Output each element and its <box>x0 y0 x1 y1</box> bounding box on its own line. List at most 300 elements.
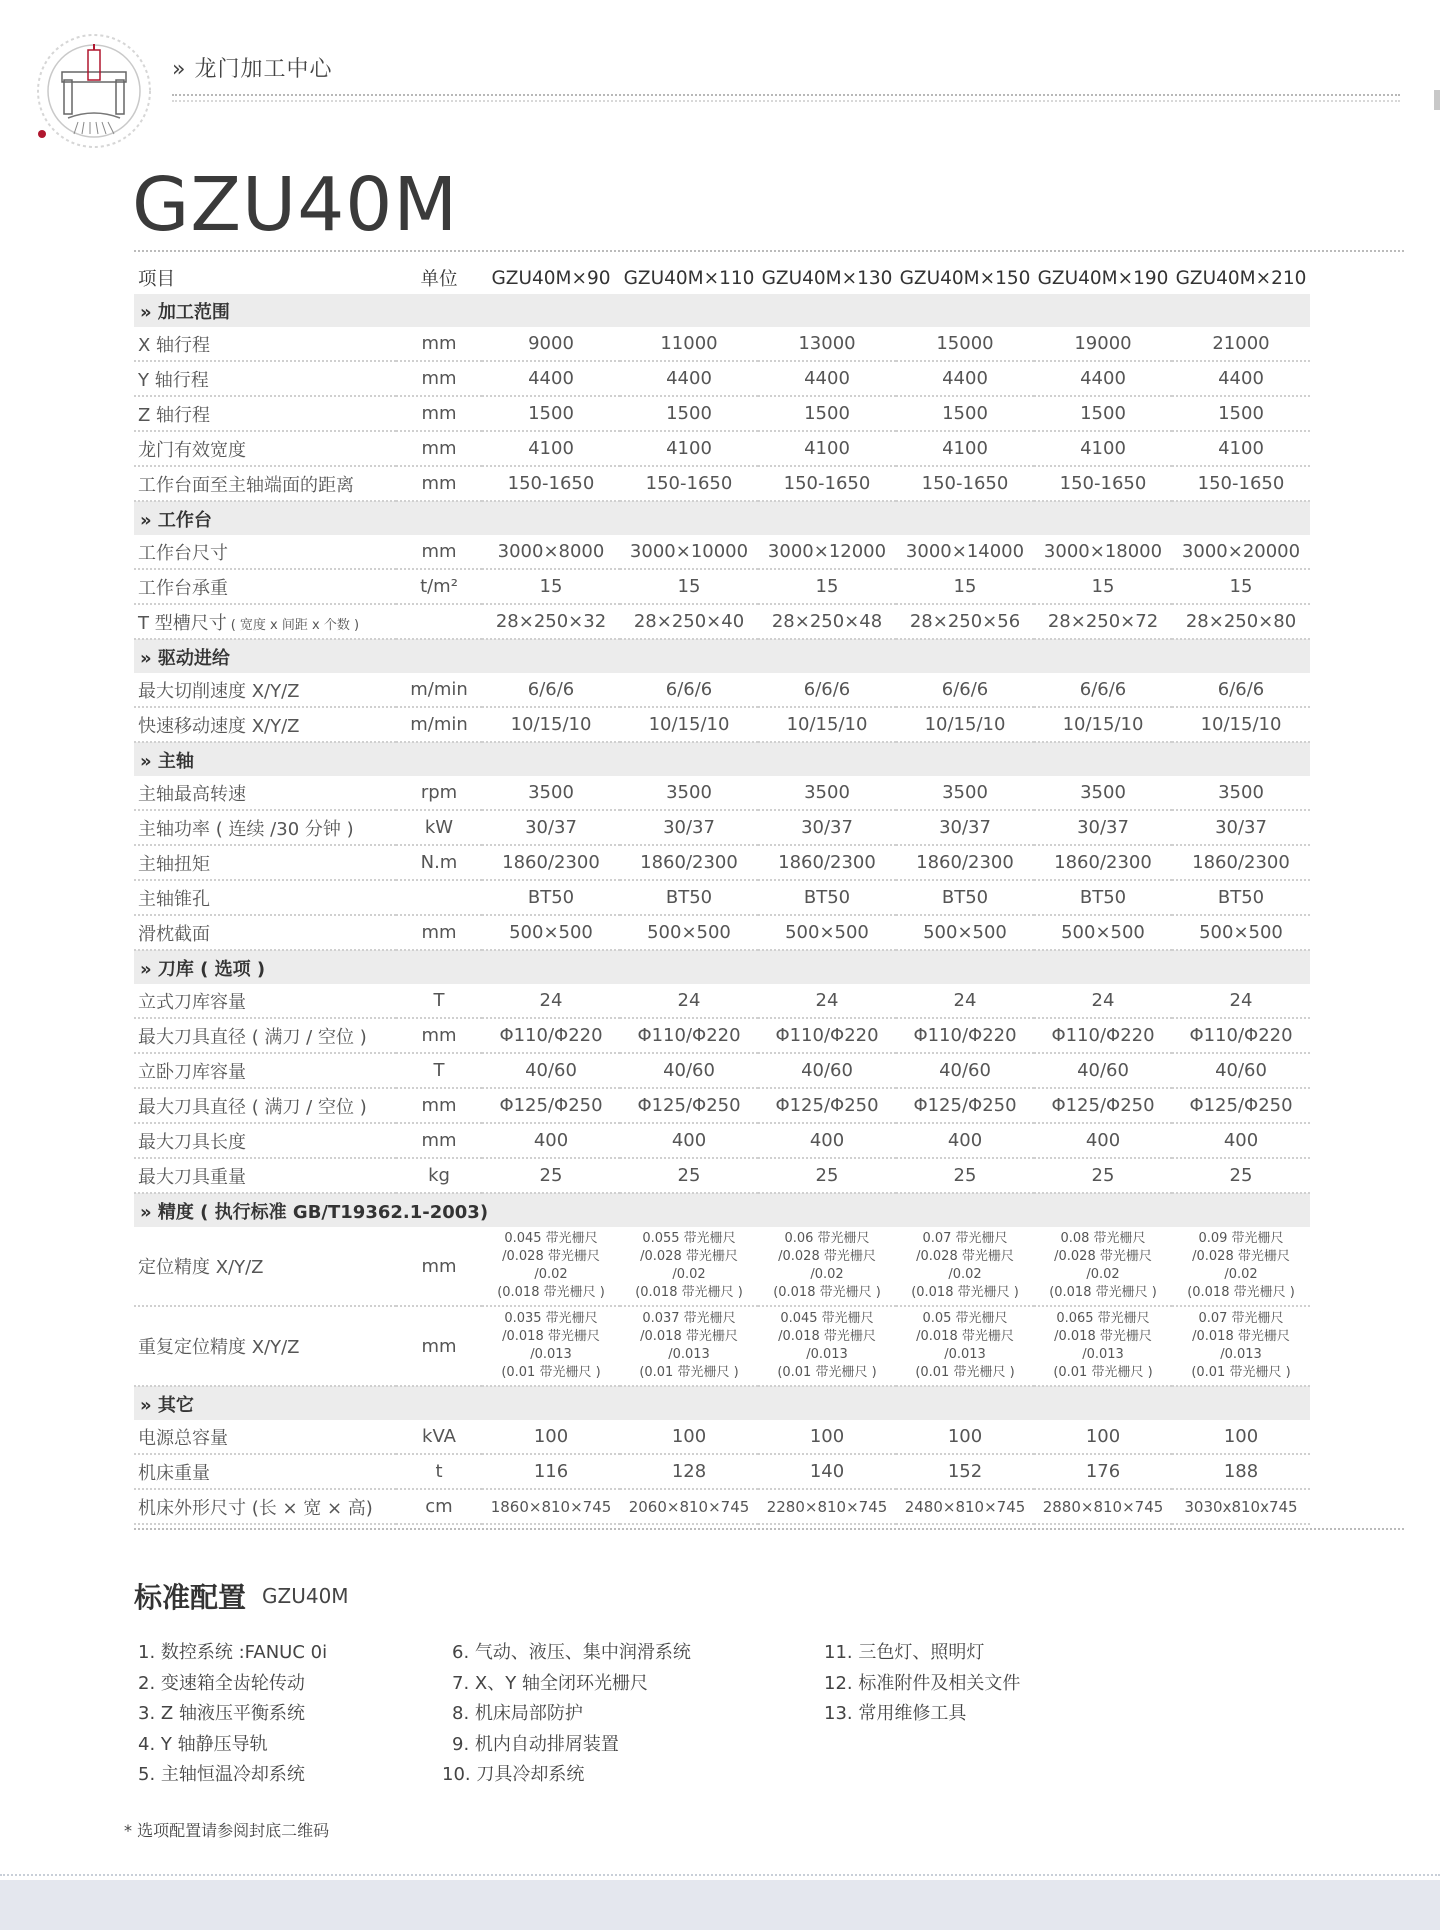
row-value: 116 <box>482 1454 620 1489</box>
row-name-text: 重复定位精度 X/Y/Z <box>138 1337 300 1358</box>
header-item: 项目 <box>138 269 176 290</box>
row-value: 4400 <box>620 361 758 396</box>
row-unit: mm <box>396 396 482 431</box>
row-name <box>134 845 396 880</box>
value-line: /0.018 带光栅尺 <box>916 1329 1014 1344</box>
value-line: (0.018 带光栅尺 ) <box>497 1285 605 1300</box>
row-value: 150-1650 <box>1034 466 1172 501</box>
category-title: » 加工范围 <box>134 294 1310 327</box>
table-row <box>134 1088 1310 1123</box>
table-row <box>134 431 1310 466</box>
row-value: Φ125/Φ250 <box>758 1088 896 1123</box>
row-value: Φ125/Φ250 <box>1172 1088 1310 1123</box>
row-value: 30/37 <box>482 810 620 845</box>
row-value: 188 <box>1172 1454 1310 1489</box>
row-name <box>134 1123 396 1158</box>
row-name-text: Z 轴行程 <box>138 404 211 426</box>
value-line: (0.018 带光栅尺 ) <box>1187 1285 1295 1300</box>
row-name-text: 电源总容量 <box>138 1427 228 1449</box>
row-value: 150-1650 <box>758 466 896 501</box>
row-name <box>134 1158 396 1193</box>
row-unit: mm <box>396 1306 482 1386</box>
row-name <box>134 1420 396 1454</box>
standard-config-column <box>824 1638 1020 1730</box>
row-value: 28×250×32 <box>482 604 620 639</box>
row-name-text: 工作台面至主轴端面的距离 <box>138 474 354 496</box>
table-divider <box>134 1528 1404 1530</box>
row-name-text: 主轴扭矩 <box>138 853 210 875</box>
value-line: (0.018 带光栅尺 ) <box>1049 1285 1157 1300</box>
row-value: 4100 <box>758 431 896 466</box>
row-value: 3500 <box>758 776 896 810</box>
header-unit: 单位 <box>420 269 458 290</box>
row-value: BT50 <box>482 880 620 915</box>
value-line: (0.01 带光栅尺 ) <box>1053 1365 1153 1380</box>
value-line: /0.018 带光栅尺 <box>778 1329 876 1344</box>
value-line: 0.055 带光栅尺 <box>642 1231 736 1246</box>
value-line: (0.018 带光栅尺 ) <box>911 1285 1019 1300</box>
row-value: 4100 <box>1172 431 1310 466</box>
list-item: 3. Z 轴液压平衡系统 <box>138 1703 305 1724</box>
category-title: » 工作台 <box>134 501 1310 535</box>
row-unit: mm <box>396 361 482 396</box>
row-value: 10/15/10 <box>482 707 620 742</box>
list-item: 6. 气动、液压、集中润滑系统 <box>452 1642 691 1663</box>
value-line: /0.028 带光栅尺 <box>502 1249 600 1264</box>
row-value: 400 <box>1172 1123 1310 1158</box>
value-line: /0.02 <box>948 1267 982 1282</box>
table-row <box>134 880 1310 915</box>
row-value: 40/60 <box>1034 1053 1172 1088</box>
row-name <box>134 327 396 361</box>
row-unit: kW <box>396 810 482 845</box>
row-value: 11000 <box>620 327 758 361</box>
row-value: 500×500 <box>896 915 1034 950</box>
list-item: 8. 机床局部防护 <box>452 1703 583 1724</box>
category-row <box>134 950 1310 984</box>
row-value: 1500 <box>620 396 758 431</box>
gantry-machine-icon <box>28 30 160 152</box>
row-unit: rpm <box>396 776 482 810</box>
table-row <box>134 673 1310 707</box>
value-line: /0.02 <box>1086 1267 1120 1282</box>
row-value: 40/60 <box>896 1053 1034 1088</box>
row-value: 3500 <box>1172 776 1310 810</box>
value-line: (0.01 带光栅尺 ) <box>1191 1365 1291 1380</box>
value-line: /0.028 带光栅尺 <box>916 1249 1014 1264</box>
row-name-text: 最大切削速度 X/Y/Z <box>138 680 300 702</box>
value-line: /0.028 带光栅尺 <box>1054 1249 1152 1264</box>
row-value: 40/60 <box>1172 1053 1310 1088</box>
row-value: 6/6/6 <box>1172 673 1310 707</box>
table-row <box>134 1306 1310 1386</box>
row-unit: kg <box>396 1158 482 1193</box>
value-line: /0.013 <box>1082 1347 1124 1362</box>
row-name-text: T 型槽尺寸 <box>138 612 227 634</box>
row-unit: mm <box>396 915 482 950</box>
row-value: BT50 <box>758 880 896 915</box>
row-name-text: 立卧刀库容量 <box>138 1061 246 1083</box>
row-value: 6/6/6 <box>1034 673 1172 707</box>
table-row <box>134 604 1310 639</box>
row-value: 100 <box>896 1420 1034 1454</box>
row-unit: cm <box>396 1489 482 1524</box>
row-value <box>620 1306 758 1386</box>
row-value: 4400 <box>1034 361 1172 396</box>
list-item: 1. 数控系统 :FANUC 0i <box>138 1642 328 1663</box>
row-value: 4100 <box>620 431 758 466</box>
row-value: 25 <box>758 1158 896 1193</box>
row-value: 9000 <box>482 327 620 361</box>
table-row <box>134 466 1310 501</box>
row-value: 28×250×40 <box>620 604 758 639</box>
row-value: 150-1650 <box>1172 466 1310 501</box>
value-line: 0.05 带光栅尺 <box>922 1311 1008 1326</box>
row-value: 25 <box>482 1158 620 1193</box>
row-name <box>134 431 396 466</box>
row-value: 40/60 <box>758 1053 896 1088</box>
table-header-row <box>134 262 1310 294</box>
row-value: 25 <box>896 1158 1034 1193</box>
row-value: 25 <box>1034 1158 1172 1193</box>
row-value: 4100 <box>896 431 1034 466</box>
row-unit: mm <box>396 1088 482 1123</box>
row-value: Φ110/Φ220 <box>620 1018 758 1053</box>
row-value: 10/15/10 <box>896 707 1034 742</box>
header-model: GZU40M×210 <box>1175 267 1307 289</box>
row-value: 100 <box>620 1420 758 1454</box>
category-row <box>134 1193 1310 1227</box>
row-value: 3000×20000 <box>1172 535 1310 569</box>
row-value: 10/15/10 <box>620 707 758 742</box>
row-value: 100 <box>1172 1420 1310 1454</box>
row-value: 10/15/10 <box>758 707 896 742</box>
row-value: 3000×12000 <box>758 535 896 569</box>
row-name-text: 龙门有效宽度 <box>138 439 246 461</box>
row-value: 3000×10000 <box>620 535 758 569</box>
row-value: 100 <box>758 1420 896 1454</box>
row-value <box>482 1306 620 1386</box>
row-value <box>896 1227 1034 1306</box>
row-unit: mm <box>396 466 482 501</box>
row-name <box>134 673 396 707</box>
value-line: /0.013 <box>806 1347 848 1362</box>
row-value: 4400 <box>482 361 620 396</box>
row-name-text: 滑枕截面 <box>138 923 210 945</box>
row-value: 1500 <box>758 396 896 431</box>
row-value: 6/6/6 <box>896 673 1034 707</box>
row-value: 21000 <box>1172 327 1310 361</box>
row-value: 3000×18000 <box>1034 535 1172 569</box>
row-value: Φ125/Φ250 <box>896 1088 1034 1123</box>
row-value: 100 <box>1034 1420 1172 1454</box>
value-line: 0.065 带光栅尺 <box>1056 1311 1150 1326</box>
row-value: 1860/2300 <box>1034 845 1172 880</box>
value-line: /0.02 <box>810 1267 844 1282</box>
value-line: 0.07 带光栅尺 <box>922 1231 1008 1246</box>
header-model: GZU40M×130 <box>761 267 893 289</box>
header-model: GZU40M×110 <box>623 267 755 289</box>
row-value: 30/37 <box>1034 810 1172 845</box>
row-name-subtext: ( 宽度 x 间距 x 个数 ) <box>230 617 360 633</box>
value-line: 0.037 带光栅尺 <box>642 1311 736 1326</box>
header-divider-secondary <box>172 100 1400 102</box>
value-line: 0.045 带光栅尺 <box>780 1311 874 1326</box>
value-line: /0.018 带光栅尺 <box>1054 1329 1152 1344</box>
table-row <box>134 361 1310 396</box>
row-value <box>896 1306 1034 1386</box>
row-name <box>134 466 396 501</box>
category-title: » 刀库 ( 选项 ) <box>134 950 1310 984</box>
table-row <box>134 984 1310 1018</box>
row-name-text: 最大刀具直径 ( 满刀 / 空位 ) <box>138 1096 367 1118</box>
spec-table-body <box>134 294 1310 1524</box>
value-line: /0.013 <box>668 1347 710 1362</box>
row-name-text: 工作台尺寸 <box>138 542 228 564</box>
row-value: 400 <box>620 1123 758 1158</box>
row-value: Φ110/Φ220 <box>482 1018 620 1053</box>
row-unit: mm <box>396 1123 482 1158</box>
row-unit: mm <box>396 1227 482 1306</box>
row-value: 25 <box>620 1158 758 1193</box>
row-value: BT50 <box>1172 880 1310 915</box>
row-unit <box>396 604 482 639</box>
table-row <box>134 1053 1310 1088</box>
title-divider <box>134 250 1404 252</box>
row-name <box>134 361 396 396</box>
row-value: 2280×810×745 <box>758 1489 896 1524</box>
row-value: 100 <box>482 1420 620 1454</box>
row-unit: t <box>396 1454 482 1489</box>
value-line: /0.02 <box>534 1267 568 1282</box>
value-line: (0.018 带光栅尺 ) <box>635 1285 743 1300</box>
row-value: 2880×810×745 <box>1034 1489 1172 1524</box>
row-unit: mm <box>396 535 482 569</box>
row-value: 3500 <box>896 776 1034 810</box>
row-value: 1500 <box>482 396 620 431</box>
row-value: 128 <box>620 1454 758 1489</box>
row-value: 500×500 <box>1034 915 1172 950</box>
row-value: 1860/2300 <box>482 845 620 880</box>
row-value: 19000 <box>1034 327 1172 361</box>
row-name-text: 工作台承重 <box>138 577 228 599</box>
row-value: 15000 <box>896 327 1034 361</box>
row-unit: t/m² <box>396 569 482 604</box>
row-value: 6/6/6 <box>758 673 896 707</box>
row-unit: m/min <box>396 673 482 707</box>
row-value: 400 <box>1034 1123 1172 1158</box>
row-name <box>134 880 396 915</box>
row-value: 3000×8000 <box>482 535 620 569</box>
row-value: 28×250×56 <box>896 604 1034 639</box>
row-value: 152 <box>896 1454 1034 1489</box>
row-name-text: 机床外形尺寸 (长 × 宽 × 高) <box>138 1497 373 1519</box>
spec-table <box>134 262 1310 1525</box>
row-value: 30/37 <box>620 810 758 845</box>
row-value: 15 <box>1172 569 1310 604</box>
row-value: Φ110/Φ220 <box>1034 1018 1172 1053</box>
row-value: 1860/2300 <box>758 845 896 880</box>
row-name <box>134 1088 396 1123</box>
row-value: 25 <box>1172 1158 1310 1193</box>
value-line: 0.06 带光栅尺 <box>784 1231 870 1246</box>
row-value: 1860/2300 <box>1172 845 1310 880</box>
row-value <box>620 1227 758 1306</box>
row-value: 500×500 <box>482 915 620 950</box>
table-row <box>134 396 1310 431</box>
table-row <box>134 1227 1310 1306</box>
row-name <box>134 1053 396 1088</box>
row-unit: T <box>396 984 482 1018</box>
table-row <box>134 535 1310 569</box>
row-value: 24 <box>896 984 1034 1018</box>
row-value: 28×250×72 <box>1034 604 1172 639</box>
list-item: 11. 三色灯、照明灯 <box>824 1642 985 1663</box>
table-row <box>134 1018 1310 1053</box>
row-value: 24 <box>1034 984 1172 1018</box>
table-row <box>134 776 1310 810</box>
row-value: 400 <box>896 1123 1034 1158</box>
row-unit: m/min <box>396 707 482 742</box>
row-value: 4400 <box>758 361 896 396</box>
row-value: 30/37 <box>896 810 1034 845</box>
row-unit: kVA <box>396 1420 482 1454</box>
row-name <box>134 810 396 845</box>
row-value: Φ125/Φ250 <box>620 1088 758 1123</box>
table-row <box>134 845 1310 880</box>
header-model: GZU40M×90 <box>491 267 611 289</box>
row-name <box>134 984 396 1018</box>
list-item: 13. 常用维修工具 <box>824 1703 967 1724</box>
row-name-text: 主轴最高转速 <box>138 783 246 805</box>
row-name-text: 主轴功率 ( 连续 /30 分钟 ) <box>138 818 354 840</box>
row-value: 40/60 <box>620 1053 758 1088</box>
value-line: /0.018 带光栅尺 <box>502 1329 600 1344</box>
value-line: (0.018 带光栅尺 ) <box>773 1285 881 1300</box>
list-item: 12. 标准附件及相关文件 <box>824 1672 1021 1694</box>
value-line: /0.02 <box>1224 1267 1258 1282</box>
row-value: 500×500 <box>758 915 896 950</box>
row-value: 176 <box>1034 1454 1172 1489</box>
value-line: (0.01 带光栅尺 ) <box>501 1365 601 1380</box>
row-value: BT50 <box>620 880 758 915</box>
row-value <box>758 1227 896 1306</box>
table-row <box>134 915 1310 950</box>
value-line: (0.01 带光栅尺 ) <box>777 1365 877 1380</box>
row-value: 1500 <box>1172 396 1310 431</box>
row-value: Φ110/Φ220 <box>1172 1018 1310 1053</box>
row-value: 28×250×80 <box>1172 604 1310 639</box>
value-line: /0.028 带光栅尺 <box>1192 1249 1290 1264</box>
category-title: » 主轴 <box>134 742 1310 776</box>
footer-bar <box>0 1880 1440 1930</box>
footer-divider <box>0 1874 1440 1876</box>
row-name <box>134 915 396 950</box>
standard-config-column <box>138 1638 327 1791</box>
value-line: /0.02 <box>672 1267 706 1282</box>
row-value: 150-1650 <box>896 466 1034 501</box>
row-name-text: 主轴锥孔 <box>138 888 210 910</box>
header-divider <box>172 94 1400 96</box>
category-row <box>134 294 1310 327</box>
row-unit: T <box>396 1053 482 1088</box>
category-row <box>134 742 1310 776</box>
row-value: 500×500 <box>620 915 758 950</box>
category-title: » 精度 ( 执行标准 GB/T19362.1-2003) <box>134 1193 1310 1227</box>
row-name <box>134 1018 396 1053</box>
row-value: 6/6/6 <box>620 673 758 707</box>
table-row <box>134 1420 1310 1454</box>
table-row <box>134 707 1310 742</box>
row-value <box>1034 1227 1172 1306</box>
category-row <box>134 1386 1310 1420</box>
row-value: 24 <box>758 984 896 1018</box>
row-value: 1860/2300 <box>896 845 1034 880</box>
category-row <box>134 639 1310 673</box>
value-line: 0.035 带光栅尺 <box>504 1311 598 1326</box>
row-value: 4100 <box>1034 431 1172 466</box>
row-value: 3000×14000 <box>896 535 1034 569</box>
value-line: /0.028 带光栅尺 <box>640 1249 738 1264</box>
row-value: 15 <box>482 569 620 604</box>
value-line: /0.013 <box>530 1347 572 1362</box>
value-line: 0.07 带光栅尺 <box>1198 1311 1284 1326</box>
row-name-text: 立式刀库容量 <box>138 991 246 1013</box>
row-value <box>1034 1306 1172 1386</box>
row-value: Φ110/Φ220 <box>758 1018 896 1053</box>
row-value: 150-1650 <box>482 466 620 501</box>
row-name-text: 快速移动速度 X/Y/Z <box>138 715 300 737</box>
header-model: GZU40M×150 <box>899 267 1031 289</box>
row-name <box>134 1454 396 1489</box>
list-item: 2. 变速箱全齿轮传动 <box>138 1672 305 1694</box>
row-name-text: 机床重量 <box>138 1462 210 1484</box>
row-unit: mm <box>396 431 482 466</box>
row-name <box>134 604 396 639</box>
row-value: 15 <box>1034 569 1172 604</box>
page-header <box>0 0 1440 160</box>
row-unit: mm <box>396 327 482 361</box>
row-name-text: 最大刀具长度 <box>138 1131 246 1153</box>
row-name-text: 定位精度 X/Y/Z <box>138 1257 264 1278</box>
row-value: Φ125/Φ250 <box>482 1088 620 1123</box>
value-line: /0.013 <box>944 1347 986 1362</box>
row-value: 24 <box>620 984 758 1018</box>
row-name <box>134 1306 396 1386</box>
list-item: 5. 主轴恒温冷却系统 <box>138 1764 305 1785</box>
table-row <box>134 327 1310 361</box>
row-name <box>134 1489 396 1524</box>
row-value: 3500 <box>1034 776 1172 810</box>
row-value: 2060×810×745 <box>620 1489 758 1524</box>
list-item: 4. Y 轴静压导轨 <box>138 1733 268 1755</box>
row-name <box>134 707 396 742</box>
list-item: 7. X、Y 轴全闭环光栅尺 <box>452 1672 648 1694</box>
row-value: 40/60 <box>482 1053 620 1088</box>
row-value: 1860/2300 <box>620 845 758 880</box>
category-row <box>134 501 1310 535</box>
table-row <box>134 810 1310 845</box>
row-unit: mm <box>396 1018 482 1053</box>
row-value: Φ110/Φ220 <box>896 1018 1034 1053</box>
row-value: 13000 <box>758 327 896 361</box>
row-value: 15 <box>758 569 896 604</box>
row-value <box>482 1227 620 1306</box>
page-edge-marker <box>1434 90 1440 110</box>
row-value: BT50 <box>896 880 1034 915</box>
row-value: 3500 <box>620 776 758 810</box>
row-value: 30/37 <box>758 810 896 845</box>
